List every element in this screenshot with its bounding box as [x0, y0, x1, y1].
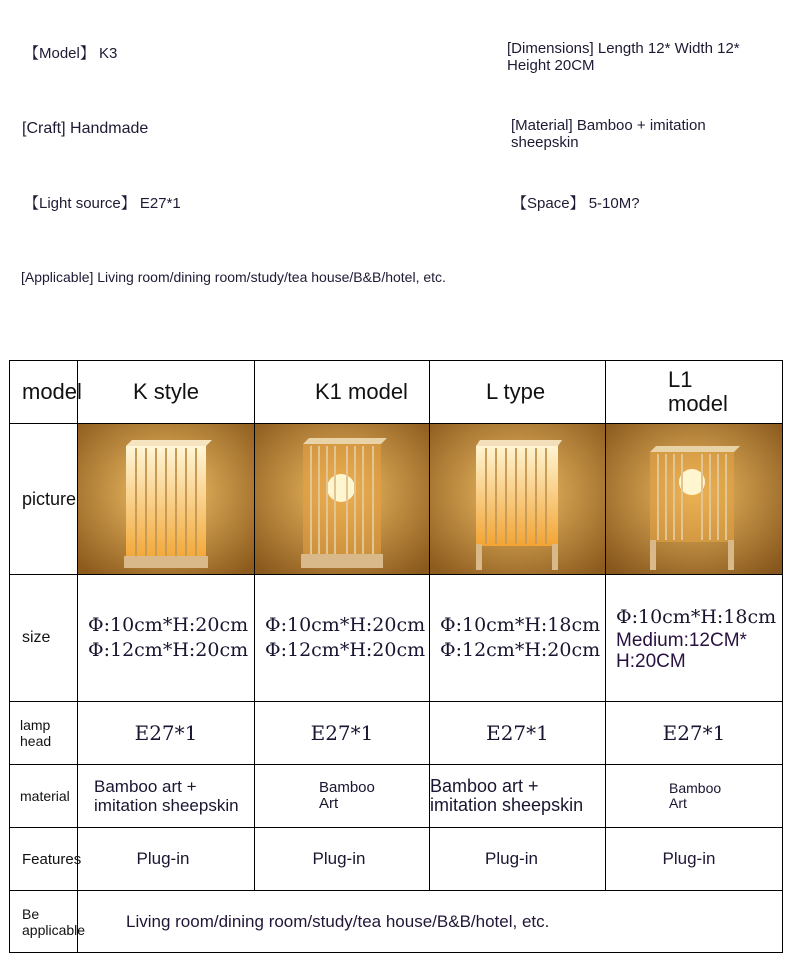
- model-k1: K1 model: [255, 361, 430, 424]
- model-l1: L1 model: [606, 361, 783, 424]
- label-features: Features: [10, 828, 78, 891]
- row-model: [10, 361, 783, 424]
- row-picture: [10, 424, 783, 575]
- spec-model: 【Model】 K3: [24, 45, 118, 62]
- size-k1: Φ:10cm*H:20cm Φ:12cm*H:20cm: [255, 575, 430, 702]
- size-l-type: Φ:10cm*H:18cm Φ:12cm*H:20cm: [430, 575, 606, 702]
- lamp-head-k-style: E27*1: [78, 702, 255, 765]
- label-picture: picture: [10, 424, 78, 575]
- label-material: material: [10, 765, 78, 828]
- row-lamp-head: [10, 702, 783, 765]
- material-k-style: Bamboo art + imitation sheepskin: [78, 765, 255, 828]
- spec-material: [Material] Bamboo + imitation sheepskin: [511, 117, 706, 151]
- lamp-head-l1: E27*1: [606, 702, 783, 765]
- label-applicable: Be applicable: [10, 891, 78, 953]
- size-l1: Φ:10cm*H:18cm Medium:12CM* H:20CM: [606, 575, 783, 702]
- spec-applicable: [Applicable] Living room/dining room/study/tea house/B&B/hotel, etc.: [21, 269, 446, 285]
- spec-light-source: 【Light source】 E27*1: [24, 195, 181, 212]
- label-model: model: [10, 361, 78, 424]
- row-size: [10, 575, 783, 702]
- material-k1: Bamboo Art: [255, 765, 430, 828]
- lamp-photo-l-type: [430, 424, 606, 575]
- lamp-photo-k1: [255, 424, 430, 575]
- row-applicable: [10, 891, 783, 953]
- spec-space: 【Space】 5-10M?: [512, 195, 640, 212]
- label-size: size: [10, 575, 78, 702]
- spec-craft: [Craft] Handmade: [22, 120, 149, 137]
- features-k1: Plug-in: [255, 828, 430, 891]
- model-l-type: L type: [430, 361, 606, 424]
- features-l1: Plug-in: [606, 828, 783, 891]
- row-features: [10, 828, 783, 891]
- material-l1: Bamboo Art: [606, 765, 783, 828]
- features-k-style: Plug-in: [78, 828, 255, 891]
- applicable-value: Living room/dining room/study/tea house/B&B/hotel, etc.: [78, 891, 783, 953]
- lamp-head-k1: E27*1: [255, 702, 430, 765]
- label-lamp-head: lamp head: [10, 702, 78, 765]
- features-l-type: Plug-in: [430, 828, 606, 891]
- comparison-table: [9, 360, 783, 953]
- material-l-type: Bamboo art + imitation sheepskin: [430, 765, 606, 828]
- lamp-photo-k-style: [78, 424, 255, 575]
- model-k-style: K style: [78, 361, 255, 424]
- lamp-photo-l1: [606, 424, 783, 575]
- lamp-head-l-type: E27*1: [430, 702, 606, 765]
- size-k-style: Φ:10cm*H:20cm Φ:12cm*H:20cm: [78, 575, 255, 702]
- spec-dimensions: [Dimensions] Length 12* Width 12* Height 20CM: [507, 40, 740, 74]
- row-material: [10, 765, 783, 828]
